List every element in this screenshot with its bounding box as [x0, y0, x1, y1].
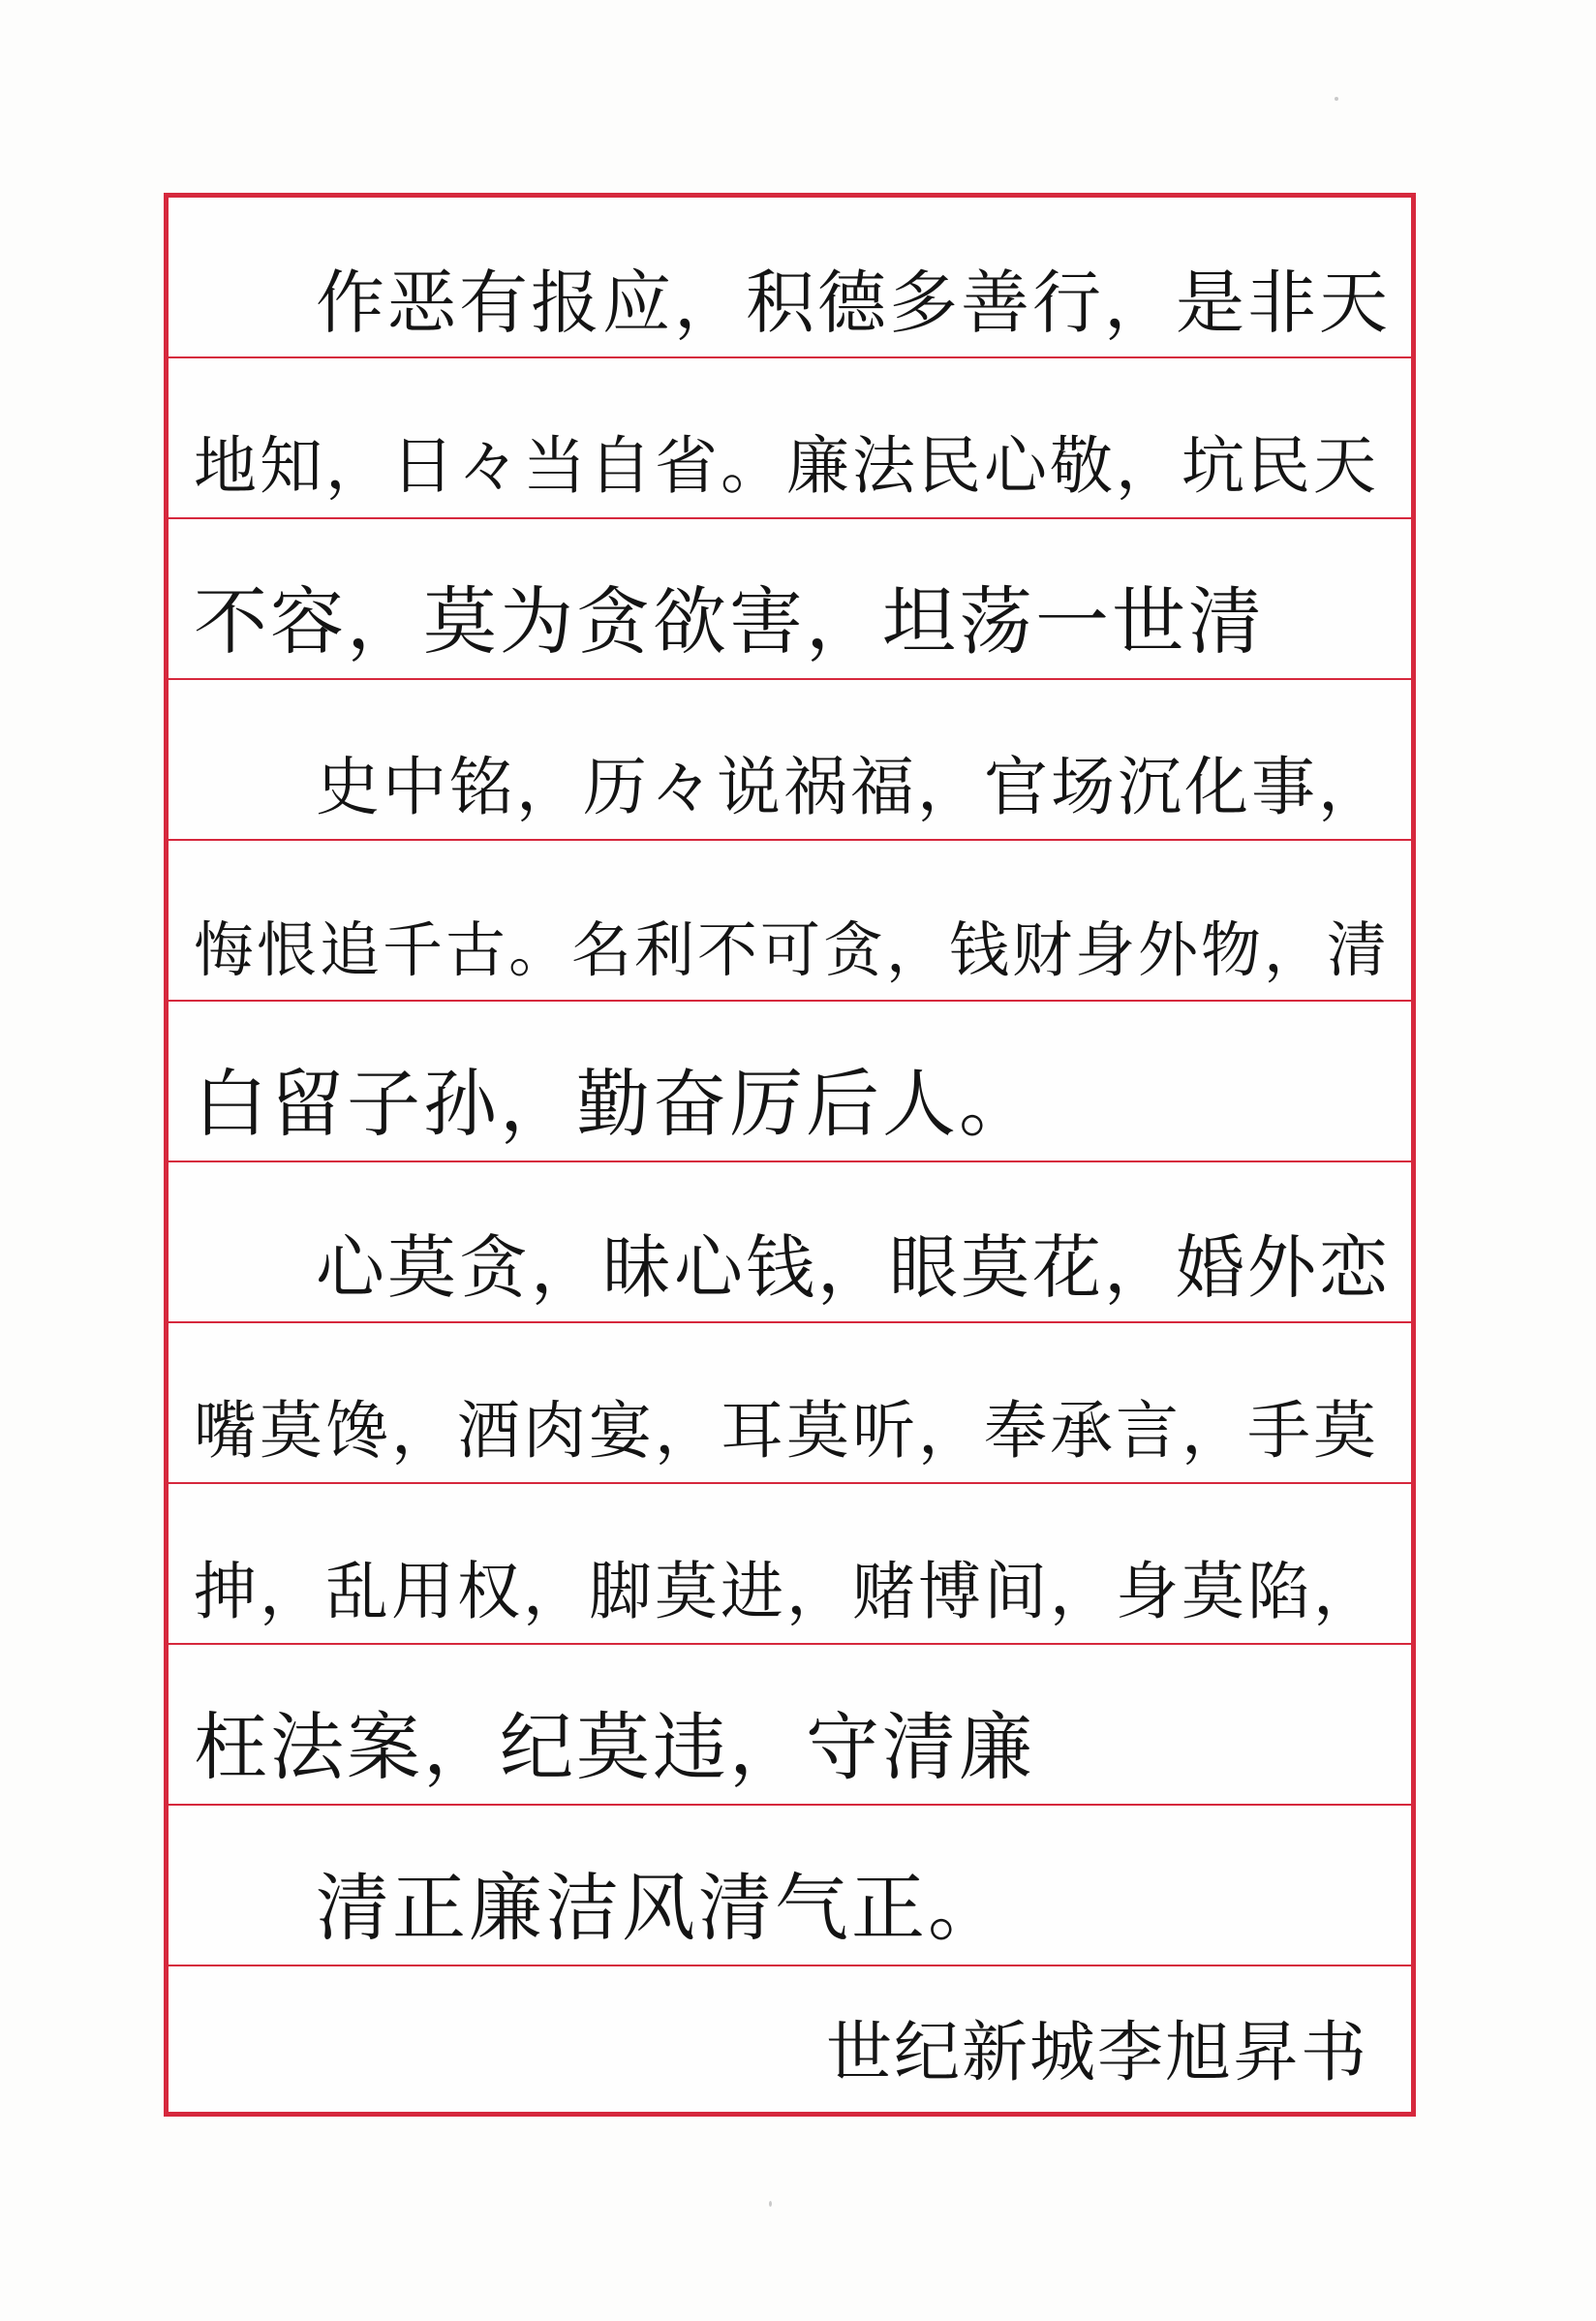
- ruled-line-2: [169, 358, 1411, 519]
- handwritten-line-6: 白留子孙，勤奋厉后人。: [194, 1061, 1035, 1147]
- author-signature: 世纪新城李旭昇书: [825, 2015, 1368, 2091]
- ruled-line-10: [169, 1645, 1411, 1806]
- ruled-line-4: [169, 680, 1411, 841]
- ruled-line-5: [169, 841, 1411, 1002]
- ruled-line-12: [169, 1966, 1411, 2112]
- handwritten-line-4: 史中铭，历々说祸福，官场沉化事，: [316, 750, 1385, 824]
- handwritten-line-7: 心莫贪，昧心钱，眼莫花，婚外恋: [316, 1227, 1392, 1308]
- paper-speck: [1335, 97, 1338, 101]
- ruled-writing-sheet: [164, 193, 1416, 2117]
- handwritten-line-10: 枉法案，纪莫违，守清廉: [194, 1704, 1035, 1790]
- ruled-line-3: [169, 519, 1411, 680]
- handwritten-line-8: 嘴莫馋，酒肉宴，耳莫听，奉承言，手莫: [194, 1395, 1380, 1468]
- handwritten-line-9: 抻，乱用权，脚莫进，赌博间，身莫陷，: [194, 1556, 1380, 1628]
- ruled-line-9: [169, 1484, 1411, 1645]
- handwritten-line-5: 悔恨追千古。名利不可贪，钱财身外物，清: [194, 914, 1391, 985]
- handwritten-line-2: 地知，日々当自省。廉法民心敬，坑民天: [194, 430, 1380, 503]
- handwritten-line-11: 清正廉洁风清气正。: [316, 1865, 1004, 1951]
- paper-speck: [769, 2201, 772, 2207]
- ruled-line-1: [169, 198, 1411, 358]
- handwritten-line-3: 不容，莫为贪欲害，坦荡一世清: [194, 578, 1265, 665]
- ruled-line-11: [169, 1806, 1411, 1966]
- ruled-line-7: [169, 1162, 1411, 1323]
- handwritten-line-1: 作恶有报应，积德多善行，是非天: [316, 263, 1392, 343]
- ruled-line-8: [169, 1323, 1411, 1484]
- ruled-line-6: [169, 1002, 1411, 1162]
